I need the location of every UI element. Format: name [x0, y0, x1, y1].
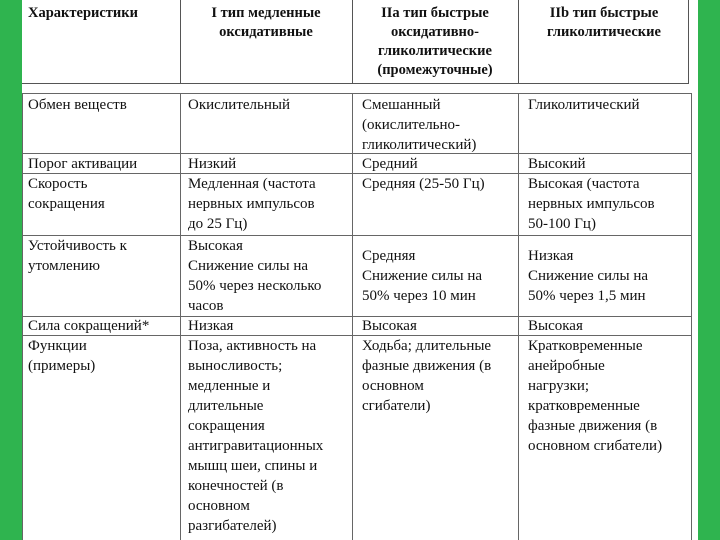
header-type-2b: IIb тип быстрые гликолитические [547, 5, 661, 40]
cell-type1: Медленная (частота нервных импульсов до 25 Гц) [188, 176, 316, 232]
header-divider [352, 0, 353, 84]
cell-type2b: Низкая Снижение силы на 50% через 1,5 мин [528, 248, 649, 304]
cell-type2a: Средний [362, 156, 418, 172]
cell-type2a: Средняя (25-50 Гц) [362, 176, 485, 192]
cell-type2a: Средняя Снижение силы на 50% через 10 мин [362, 248, 483, 304]
cell-type2a: Смешанный (окислительно- гликолитический) [362, 97, 477, 153]
header-bottom-border [22, 83, 689, 84]
row-label-speed: Скорость сокращения [28, 176, 105, 212]
header-type-1: I тип медленные оксидативные [211, 5, 321, 40]
row-label-metabolism: Обмен веществ [28, 97, 127, 113]
header-characteristics: Характеристики [28, 5, 138, 21]
cell-type1: Окислительный [188, 97, 290, 113]
cell-type2b: Высокий [528, 156, 586, 172]
header-divider [688, 0, 689, 84]
cell-type1: Низкая [188, 318, 234, 334]
cell-type2b: Высокая [528, 318, 583, 334]
row-label-functions: Функции (примеры) [28, 338, 96, 374]
document-page [22, 0, 698, 540]
header-type-2a: IIa тип быстрые оксидативно- гликолитические (промежуточные) [377, 5, 493, 78]
cell-type2a: Ходьба; длительные фазные движения (в основном сгибатели) [362, 338, 492, 414]
table-header [22, 0, 689, 84]
cell-type1: Высокая Снижение силы на 50% через несколько часов [188, 238, 322, 314]
header-divider [180, 0, 181, 84]
cell-type2a: Высокая [362, 318, 417, 334]
cell-type2b: Кратковременные анейробные нагрузки; кратковременные фазные движения (в основном сгибатели) [528, 338, 663, 454]
row-label-fatigue: Устойчивость к утомлению [28, 238, 127, 274]
header-divider [518, 0, 519, 84]
grid-line [22, 93, 692, 94]
row-label-force: Сила сокращений* [28, 318, 150, 334]
left-green-border [0, 0, 22, 540]
right-green-border [698, 0, 720, 540]
cell-type2b: Гликолитический [528, 97, 640, 113]
cell-type1: Поза, активность на выносливость; медленные и длительные сокращения антигравитационных мышц шеи, спины и конечностей (в основном разгибателей) [188, 338, 324, 534]
fiber-types-table [22, 93, 692, 540]
cell-type2b: Высокая (частота нервных импульсов 50-100 Гц) [528, 176, 655, 232]
cell-type1: Низкий [188, 156, 237, 172]
row-label-threshold: Порог активации [28, 156, 138, 172]
